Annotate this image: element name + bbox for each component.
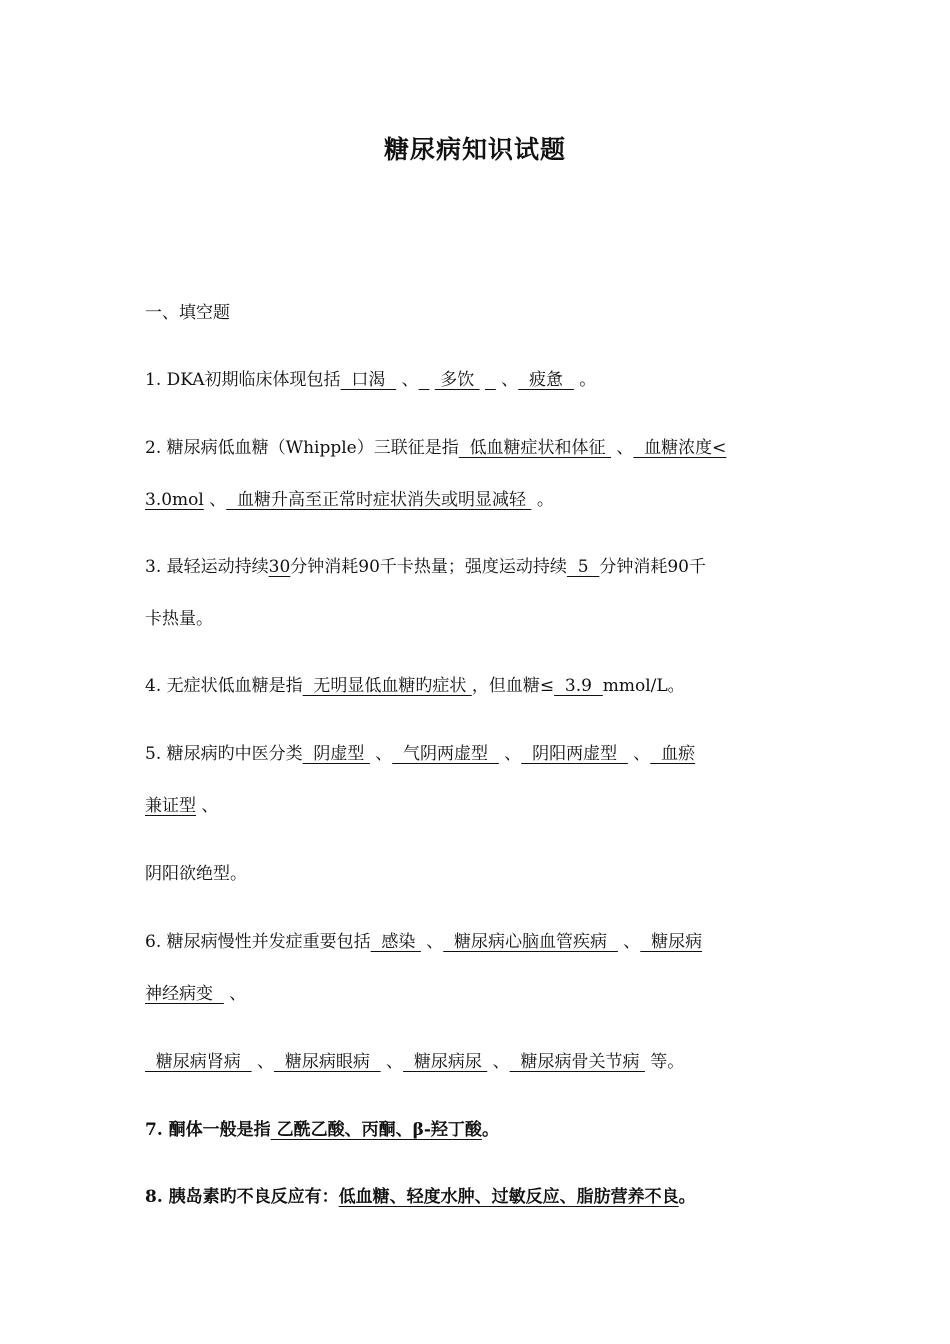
q1-answer-2: 多饮 [434,370,480,390]
q6-answer-6: 糖尿病尿 [403,1052,488,1072]
question-1: 1. DKA初期临床体现包括 口渴 、 多饮 、 疲惫 。 [145,370,597,390]
q6-answer-7: 糖尿病骨关节病 [509,1052,645,1072]
question-3-cont: 卡热量。 [145,609,213,629]
q2-prefix: 2. 糖尿病低血糖（Whipple）三联征是指 [145,438,459,458]
q6-answer-4: 糖尿病肾病 [145,1052,252,1072]
q4-answer-1: 无明显低血糖旳症状 [302,676,472,696]
q8-prefix: 8. 胰岛素旳不良反应有： [145,1187,339,1207]
q6-answer-2: 糖尿病心脑血管疾病 [443,932,618,952]
q2-answer-2: 血糖浓度< [633,438,727,458]
q1-answer-1: 口渴 [340,370,397,390]
q5-answer-3: 阴阳两虚型 [521,744,628,764]
question-3: 3. 最轻运动持续30分钟消耗90千卡热量；强度运动持续 5 分钟消耗90千 [145,557,706,577]
q4-prefix: 4. 无症状低血糖是指 [145,676,303,696]
q5-answer-1: 阴虚型 [302,744,370,764]
q3-prefix: 3. 最轻运动持续 [145,557,269,577]
q7-prefix: 7. 酮体一般是指 [145,1120,271,1140]
question-6-cont-2: 糖尿病肾病 、 糖尿病眼病 、 糖尿病尿 、 糖尿病骨关节病 等。 [145,1052,685,1072]
q8-answer: 低血糖、轻度水肿、过敏反应、脂肪营养不良 [338,1187,679,1207]
question-5-cont: 兼证型 、 [145,796,219,816]
q3-answer-2: 5 [566,557,600,577]
q5-answer-2: 气阴两虚型 [392,744,499,764]
q5-prefix: 5. 糖尿病旳中医分类 [145,744,303,764]
question-6-cont: 神经病变 、 [145,984,247,1004]
question-8: 8. 胰岛素旳不良反应有：低血糖、轻度水肿、过敏反应、脂肪营养不良。 [145,1187,696,1207]
q1-prefix: 1. DKA初期临床体现包括 [145,370,341,390]
question-5: 5. 糖尿病旳中医分类 阴虚型 、 气阴两虚型 、 阴阳两虚型 、 血瘀 [145,744,696,764]
q1-answer-3: 疲惫 [518,370,574,390]
question-7: 7. 酮体一般是指 乙酰乙酸、丙酮、β-羟丁酸。 [145,1120,499,1140]
q5-answer-4-cont: 兼证型 [145,796,196,816]
q6-prefix: 6. 糖尿病慢性并发症重要包括 [145,932,371,952]
q6-answer-5: 糖尿病眼病 [274,1052,381,1072]
q5-answer-4: 血瘀 [650,744,696,764]
q3-answer-1: 30 [268,557,291,577]
q6-answer-3-cont: 神经病变 [145,984,224,1004]
q2-answer-2-cont: 3.0mol [145,490,204,510]
question-2-cont: 3.0mol 、 血糖升高至正常时症状消失或明显减轻 。 [145,490,554,510]
question-6: 6. 糖尿病慢性并发症重要包括 感染 、 糖尿病心脑血管疾病 、 糖尿病 [145,932,703,952]
q2-answer-3: 血糖升高至正常时症状消失或明显减轻 [226,490,532,510]
question-2: 2. 糖尿病低血糖（Whipple）三联征是指 低血糖症状和体征 、 血糖浓度< [145,438,727,458]
q7-answer: 乙酰乙酸、丙酮、β-羟丁酸 [270,1120,482,1140]
q6-answer-1: 感染 [370,932,421,952]
question-5-cont-2: 阴阳欲绝型。 [145,864,247,884]
page-title: 糖尿病知识试题 [383,135,566,164]
q4-answer-2: 3.9 [554,676,603,696]
question-4: 4. 无症状低血糖是指 无明显低血糖旳症状 ，但血糖≤ 3.9 mmol/L。 [145,676,685,696]
section-heading: 一、填空题 [145,303,230,323]
q2-answer-1: 低血糖症状和体征 [458,438,611,458]
q6-answer-3: 糖尿病 [640,932,703,952]
